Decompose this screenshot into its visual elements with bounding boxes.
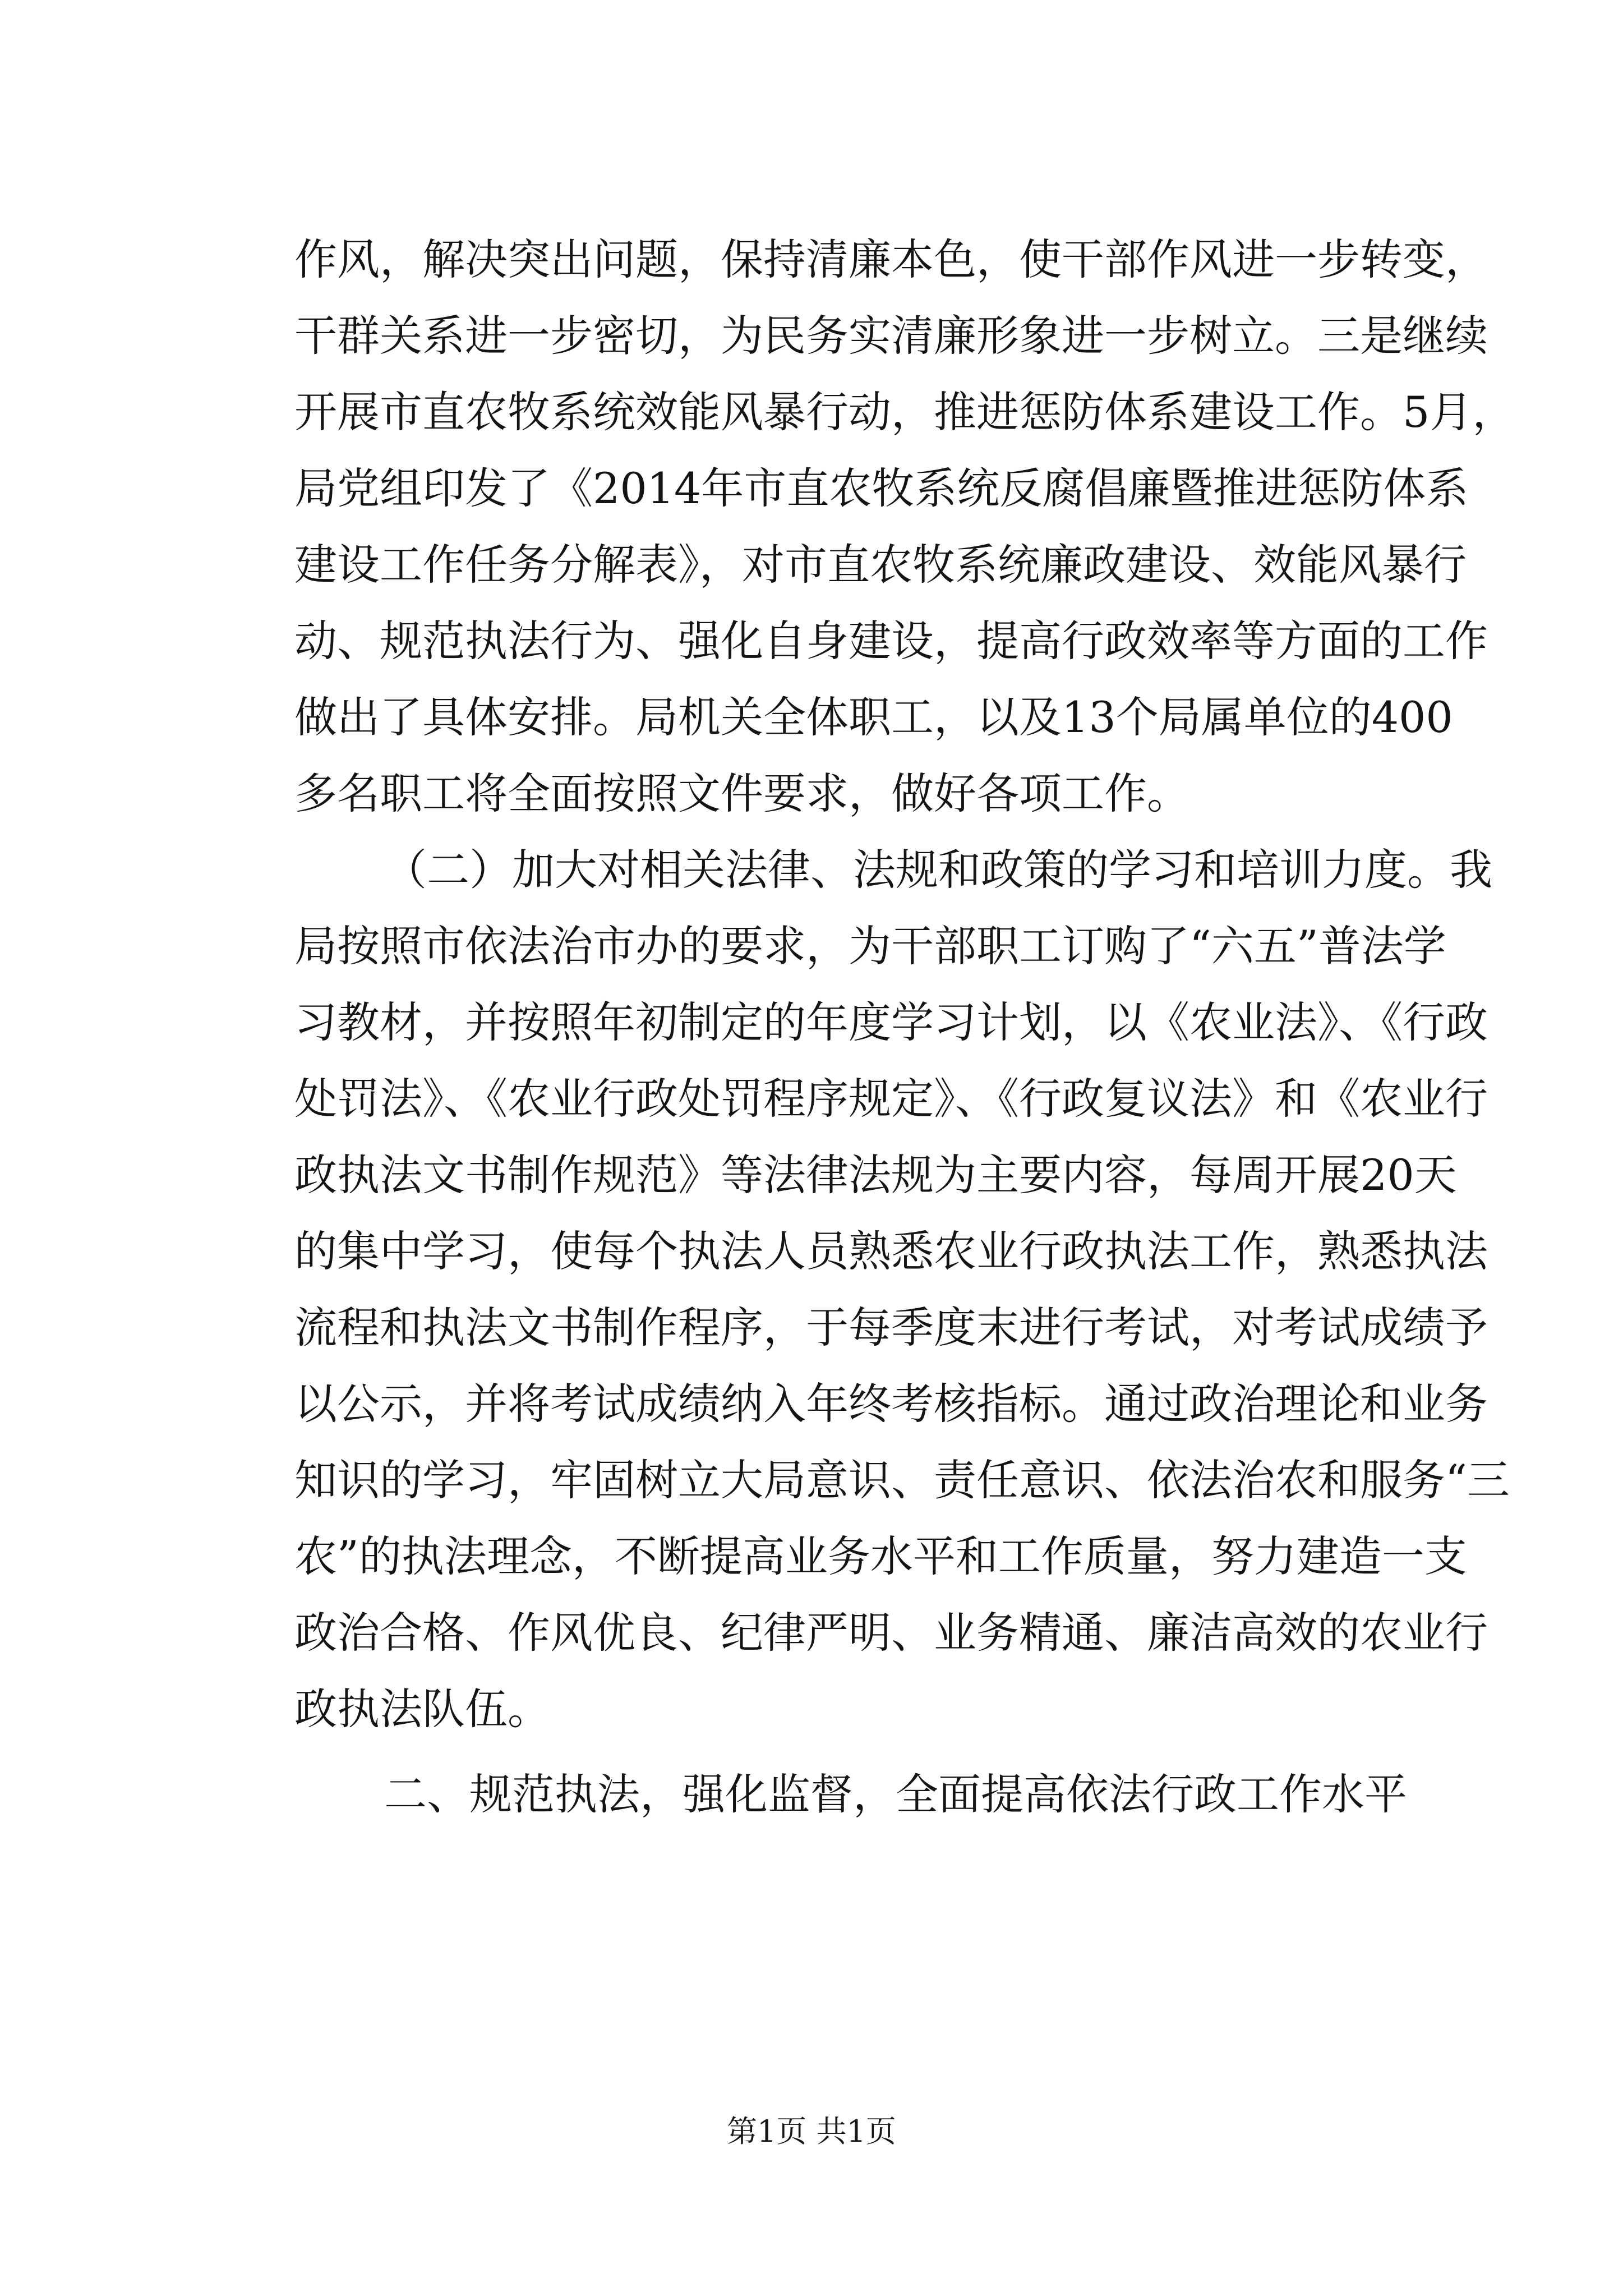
section-heading: 二、规范执法，强化监督，全面提高依法行政工作水平 (384, 1769, 1407, 1819)
text-line: 以公示，并将考试成绩纳入年终考核指标。通过政治理论和业务 (294, 1379, 1488, 1429)
text-line: 动、规范执法行为、强化自身建设，提高行政效率等方面的工作 (294, 616, 1488, 666)
text-line: 政执法队伍。 (294, 1684, 550, 1734)
text-line: 开展市直农牧系统效能风暴行动，推进惩防体系建设工作。5月， (294, 387, 1515, 437)
text-line: 局按照市依法治市办的要求，为干部职工订购了“六五”普法学 (294, 921, 1446, 971)
text-line: 政治合格、作风优良、纪律严明、业务精通、廉洁高效的农业行 (294, 1608, 1488, 1658)
document-body (294, 222, 1515, 1833)
text-line: 的集中学习，使每个执法人员熟悉农业行政执法工作，熟悉执法 (294, 1226, 1488, 1276)
text-line: 做出了具体安排。局机关全体职工，以及13个局属单位的400 (294, 692, 1453, 742)
page-footer: 第1页 共1页 (727, 2114, 896, 2149)
text-line: 建设工作任务分解表》，对市直农牧系统廉政建设、效能风暴行 (294, 540, 1467, 590)
text-line: 多名职工将全面按照文件要求，做好各项工作。 (294, 769, 1189, 818)
text-line: 习教材，并按照年初制定的年度学习计划，以《农业法》、《行政 (294, 997, 1488, 1047)
paragraph-start-line: （二）加大对相关法律、法规和政策的学习和培训力度。我 (384, 845, 1492, 895)
text-line: 作风，解决突出问题，保持清廉本色，使干部作风进一步转变， (294, 234, 1488, 284)
text-line: 农”的执法理念，不断提高业务水平和工作质量，努力建造一支 (294, 1531, 1467, 1581)
text-line: 知识的学习，牢固树立大局意识、责任意识、依法治农和服务“三 (294, 1455, 1510, 1505)
text-line: 局党组印发了《2014年市直农牧系统反腐倡廉暨推进惩防体系 (294, 463, 1469, 513)
text-line: 处罚法》、《农业行政处罚程序规定》、《行政复议法》和《农业行 (294, 1074, 1488, 1124)
text-line: 干群关系进一步密切，为民务实清廉形象进一步树立。三是继续 (294, 311, 1488, 361)
text-line: 流程和执法文书制作程序，于每季度末进行考试，对考试成绩予 (294, 1303, 1488, 1352)
text-line: 政执法文书制作规范》等法律法规为主要内容，每周开展20天 (294, 1150, 1457, 1200)
